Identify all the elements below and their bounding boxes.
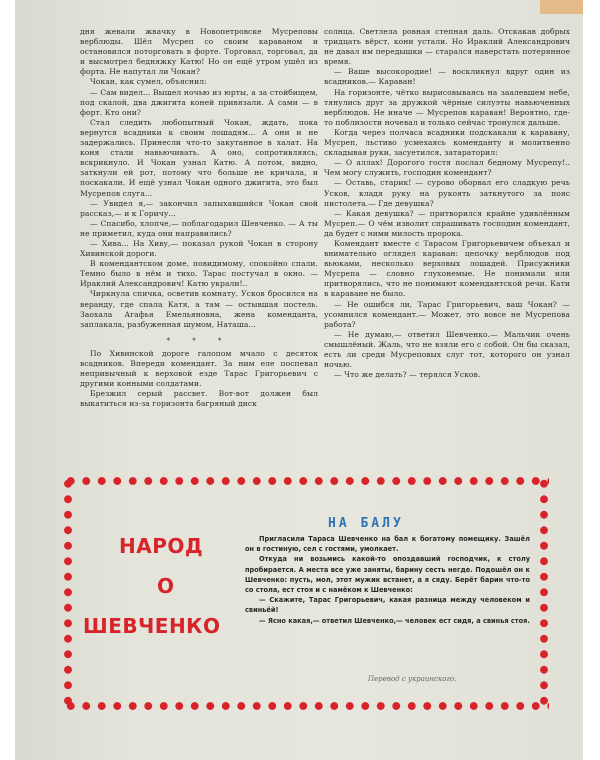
paragraph: На горизонте, чётко вырисовываясь на заалевшем небе, тянулись друг за дружкой чёрные силуэты навьюченных верблюдов. Не иначе — Мусрепов караван! Вероятно, где-то поблизости ночевал и только сейчас тронулся дальше. [324, 87, 570, 127]
paragraph: — Ваше высокородие! — воскликнул вдруг один из всадников.— Караван! [324, 67, 570, 87]
paragraph: — Какая девушка? — притворился крайне удивлённым Мусреп.— О чём изволит спрашивать господин комендант, да будет с ними милость пророка. [324, 208, 570, 238]
poem-paragraph: Откуда ни возьмись какой-то опоздавший господчик, к столу пробирается. А места все уже заняты, барину сесть негде. Подошёл он к Шевченко: пусть, мол, этот мужик встанет, а я сяду. Берёт барин что-то со стола, ест стоя и с намёком к Шевченко: [245, 555, 530, 595]
paragraph: — Увидел я,— закончил запыхавшийся Чокан свой рассказ,— и к Горичу... [80, 198, 318, 218]
paragraph: Чокан, как сумел, объяснил: [90, 77, 207, 87]
translation-note: Перевод с украинского. [368, 675, 457, 683]
paragraph: — Не ошибся ли, Тарас Григорьевич, ваш Чокан? — усомнился комендант.— Может, это вовсе не Мусрепова работа? [324, 299, 570, 329]
paragraph: — Что же делать? — терялся Усков. [334, 370, 481, 380]
title-line: О [157, 574, 175, 598]
poem-paragraph: — Скажите, Тарас Григорьевич, какая разница между человеком и свиньёй! [245, 596, 530, 615]
title-line: НАРОД [119, 534, 204, 558]
paragraph: — О аллах! Дорогого гостя послал бедному Мусрепу!.. Чем могу служить, господин комендант? [324, 158, 570, 178]
title-line: ШЕВЧЕНКО [83, 614, 221, 638]
paragraph: дня жевали жвачку в Новопетровске Мусреповы верблюды. Шёл Мусреп со своим караваном и остановился поторговать в форте. Торговал, торговал, да и высмотрел бедняжку Катю! Но он ещё утром ушёл из форта. Не напутал ли Чокан? [80, 27, 318, 77]
paragraph: солнца. Светлела ровная степная даль. Отскакав добрых тридцать вёрст, кони устали. Но Ираклий Александрович не давал им передышки — старался наверстать потерянное время. [324, 27, 570, 67]
paragraph: Когда через полчаса всадники подскакали к каравану, Мусреп, льстиво усмехаясь коменданту и молитвенно складывая руки, засуетился, затараторил: [324, 127, 570, 158]
paragraph: Комендант вместе с Тарасом Григорьевичем объехал и внимательно оглядел караван: цепочку верблюдов под вьюками, несколько верховых лошадей. Присужники Мусрепа — словно глухонемые. Не понимали или притворялись, что не понимают комендантской речи. Кати в караване не было. [324, 238, 570, 299]
paragraph: — Оставь, старик! — сурово оборвал его сладкую речь Усков, кладя руку на рукоять заткнутого за пояс пистолета.— Где девушка? [324, 178, 570, 208]
paragraph: — Спасибо, хлопче,— поблагодарил Шевченко. — А ты не приметил, куда они направились? [80, 218, 318, 238]
poem-text [245, 534, 530, 626]
dotted-border-bottom [63, 701, 549, 711]
paragraph: Брезжил серый рассвет. Вот-вот должен был выкатиться из-за горизонта багряный диск [80, 389, 318, 409]
dotted-border-top [63, 476, 549, 486]
folk-tales-box [63, 476, 549, 711]
paragraph: Чиркнула спичка, осветив комнату. Усков бросился на веранду, где спала Катя, а там — остывшая постель. Заохала Агафья Емельяновна, жена коменданта, заплакала, разбуженная шумом, Наташа... [80, 289, 318, 329]
article-left-column [80, 27, 318, 409]
dotted-border-left [63, 476, 73, 711]
dotted-border-right [539, 476, 549, 711]
paragraph: По Хивинской дороге галопом мчало с десяток всадников. Впереди комендант. За ним еле поспевал непривычный к верховой езде Тарас Григорьевич с другими конными солдатами. [80, 348, 318, 389]
article-right-column [324, 27, 570, 380]
paragraph: В комендантском доме, повидимому, спокойно спали. Темно было в нём и тихо. Тарас постучал в окно. — Ираклий Александрович! Катю украли!.. [80, 259, 318, 289]
poem-heading: НА БАЛУ [328, 516, 404, 531]
paragraph: — Хива... На Хиву,— показал рукой Чокан в сторону Хивинской дороги. [80, 238, 318, 259]
box-title [83, 526, 253, 646]
poem-paragraph: Пригласили Тараса Шевченко на бал к богатому помещику. Зашёл он в гостиную, сел с гостями, умолкает. [245, 535, 530, 554]
paragraph: Стал следить любопытный Чокан, ждать, пока вернутся всадники к своим лошадям... А они и не задержались. Принесли что-то закутанное в халат. На коня стали навьючивать. А оно, сопротивляясь, вскрикнуло. И Чокан узнал Катю. А потом, видно, заткнули ей рот, потому что больше не кричала, и поскакали. И ещё узнал Чокан одного джигита, это был Мусрепов слуга... [80, 117, 318, 198]
paragraph: — Сам видел... Вышел ночью из юрты, а за стойбищем, под скалой, два джигита коней привязали. А сами — в форт. Кто они? [80, 87, 318, 117]
poem-paragraph: — Ясно какая,— ответил Шевченко,— человек ест сидя, а свинья стоя. [259, 616, 530, 625]
section-separator: * * * [166, 336, 232, 345]
paragraph: — Не думаю,— ответил Шевченко.— Мальчик очень смышлёный. Жаль, что не взяли его с собой. Он бы сказал, есть ли среди Мусреповых слуг тот, которого он узнал ночью. [324, 329, 570, 370]
page-corner-shade [540, 0, 583, 14]
